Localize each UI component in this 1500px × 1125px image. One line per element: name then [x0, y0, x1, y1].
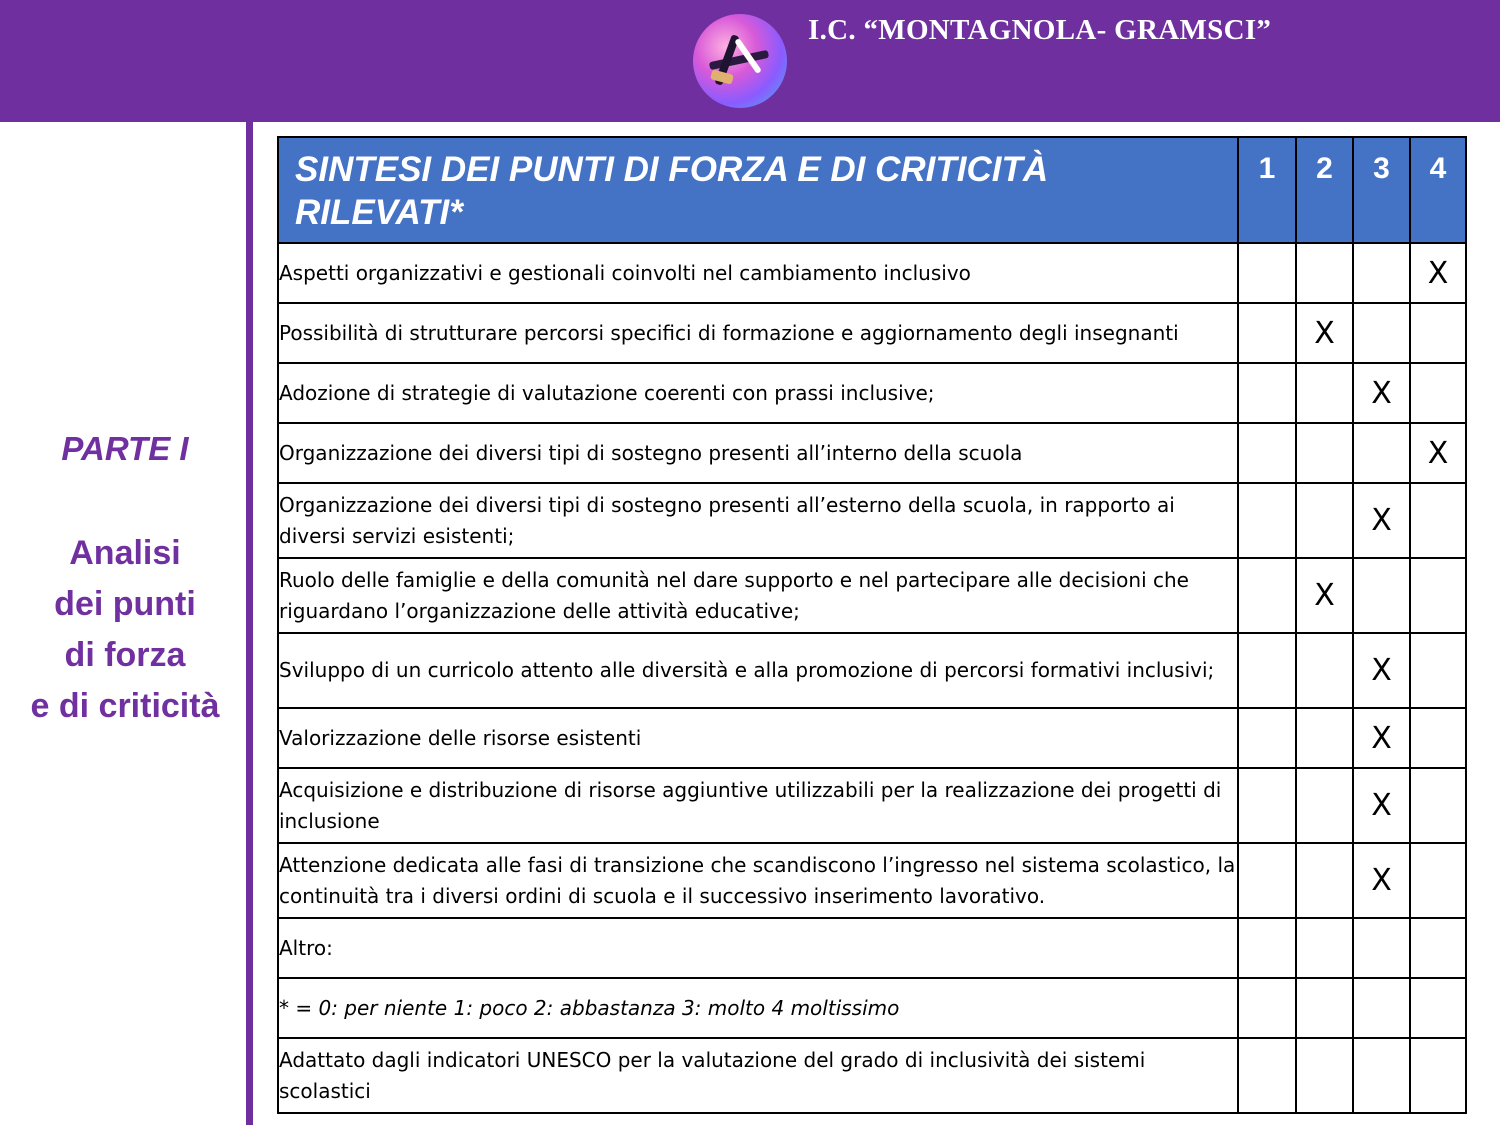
table-row	[278, 768, 1466, 843]
rating-cell	[1410, 363, 1466, 423]
rating-cell	[1238, 243, 1296, 303]
rating-cell: X	[1296, 558, 1353, 633]
header-bar	[0, 0, 1500, 122]
rating-cell	[1353, 1038, 1410, 1113]
rating-cell	[1238, 978, 1296, 1038]
rating-cell	[1410, 558, 1466, 633]
table-row	[278, 483, 1466, 558]
row-label: Aspetti organizzativi e gestionali coinvolti nel cambiamento inclusivo	[278, 243, 1238, 303]
rating-cell	[1296, 768, 1353, 843]
column-header-1: 1	[1238, 137, 1296, 243]
rating-cell: X	[1410, 423, 1466, 483]
source-note: Adattato dagli indicatori UNESCO per la valutazione del grado di inclusività dei sistemi scolastici	[278, 1038, 1238, 1113]
row-label: Valorizzazione delle risorse esistenti	[278, 708, 1238, 768]
section-title	[0, 528, 250, 732]
table-row	[278, 918, 1466, 978]
rating-cell	[1410, 768, 1466, 843]
rating-cell	[1353, 558, 1410, 633]
column-header-2: 2	[1296, 137, 1353, 243]
rating-cell	[1410, 483, 1466, 558]
rating-cell: X	[1353, 483, 1410, 558]
rating-cell: X	[1296, 303, 1353, 363]
section-title-line: di forza	[64, 636, 186, 674]
row-label: Possibilità di strutturare percorsi specifici di formazione e aggiornamento degli insegnanti	[278, 303, 1238, 363]
table-row	[278, 363, 1466, 423]
assessment-table	[277, 136, 1467, 1114]
table-row	[278, 1038, 1466, 1113]
rating-cell	[1238, 483, 1296, 558]
rating-cell	[1353, 423, 1410, 483]
column-header-4: 4	[1410, 137, 1466, 243]
table-row	[278, 243, 1466, 303]
row-label: Organizzazione dei diversi tipi di sostegno presenti all’interno della scuola	[278, 423, 1238, 483]
rating-cell	[1410, 303, 1466, 363]
legend-note: * = 0: per niente 1: poco 2: abbastanza 3: molto 4 moltissimo	[278, 978, 1238, 1038]
school-name: I.C. “MONTAGNOLA- GRAMSCI”	[808, 14, 1272, 46]
table-row	[278, 843, 1466, 918]
rating-cell	[1296, 633, 1353, 708]
row-label: Sviluppo di un curricolo attento alle diversità e alla promozione di percorsi formativi inclusivi;	[278, 633, 1238, 708]
rating-cell	[1410, 1038, 1466, 1113]
rating-cell	[1296, 423, 1353, 483]
rating-cell	[1238, 708, 1296, 768]
row-label: Organizzazione dei diversi tipi di sostegno presenti all’esterno della scuola, in rapporto ai diversi servizi esistenti;	[278, 483, 1238, 558]
rating-cell	[1353, 918, 1410, 978]
rating-cell	[1296, 243, 1353, 303]
row-label: Altro:	[278, 918, 1238, 978]
rating-cell	[1410, 633, 1466, 708]
rating-cell: X	[1410, 243, 1466, 303]
rating-cell	[1296, 483, 1353, 558]
rating-cell	[1238, 918, 1296, 978]
rating-cell	[1238, 423, 1296, 483]
table-row	[278, 633, 1466, 708]
rating-cell: X	[1353, 843, 1410, 918]
table-row	[278, 423, 1466, 483]
table-row	[278, 708, 1466, 768]
rating-cell	[1410, 918, 1466, 978]
row-label: Adozione di strategie di valutazione coerenti con prassi inclusive;	[278, 363, 1238, 423]
column-header-3: 3	[1353, 137, 1410, 243]
rating-cell	[1296, 1038, 1353, 1113]
rating-cell	[1353, 978, 1410, 1038]
rating-cell	[1296, 708, 1353, 768]
table-row	[278, 303, 1466, 363]
rating-cell	[1410, 708, 1466, 768]
row-label: Attenzione dedicata alle fasi di transizione che scandiscono l’ingresso nel sistema scolastico, la continuità tra i diversi ordini di scuola e il successivo inserimento lavorativo.	[278, 843, 1238, 918]
rating-cell	[1296, 843, 1353, 918]
row-label: Acquisizione e distribuzione di risorse aggiuntive utilizzabili per la realizzazione dei progetti di inclusione	[278, 768, 1238, 843]
rating-cell	[1238, 363, 1296, 423]
rating-cell	[1353, 243, 1410, 303]
rating-cell: X	[1353, 363, 1410, 423]
rating-cell	[1238, 303, 1296, 363]
section-title-line: dei punti	[54, 585, 196, 623]
rating-cell	[1238, 843, 1296, 918]
rating-cell	[1410, 978, 1466, 1038]
rating-cell	[1296, 363, 1353, 423]
table-row	[278, 558, 1466, 633]
section-title-line: Analisi	[69, 534, 181, 572]
section-title-line: e di criticità	[30, 687, 220, 725]
rating-cell: X	[1353, 708, 1410, 768]
rating-cell	[1238, 633, 1296, 708]
part-label: PARTE I	[61, 430, 189, 467]
rating-cell	[1296, 918, 1353, 978]
table-title: SINTESI DEI PUNTI DI FORZA E DI CRITICITÀ RILEVATI*	[278, 137, 1238, 243]
rating-cell	[1410, 843, 1466, 918]
rating-cell	[1238, 768, 1296, 843]
rating-cell	[1353, 303, 1410, 363]
row-label: Ruolo delle famiglie e della comunità nel dare supporto e nel partecipare alle decisioni che riguardano l’organizzazione delle attività educative;	[278, 558, 1238, 633]
rating-cell	[1296, 978, 1353, 1038]
rating-cell: X	[1353, 768, 1410, 843]
rating-cell	[1238, 1038, 1296, 1113]
school-logo-icon	[693, 14, 787, 108]
rating-cell: X	[1353, 633, 1410, 708]
rating-cell	[1238, 558, 1296, 633]
table-row	[278, 978, 1466, 1038]
